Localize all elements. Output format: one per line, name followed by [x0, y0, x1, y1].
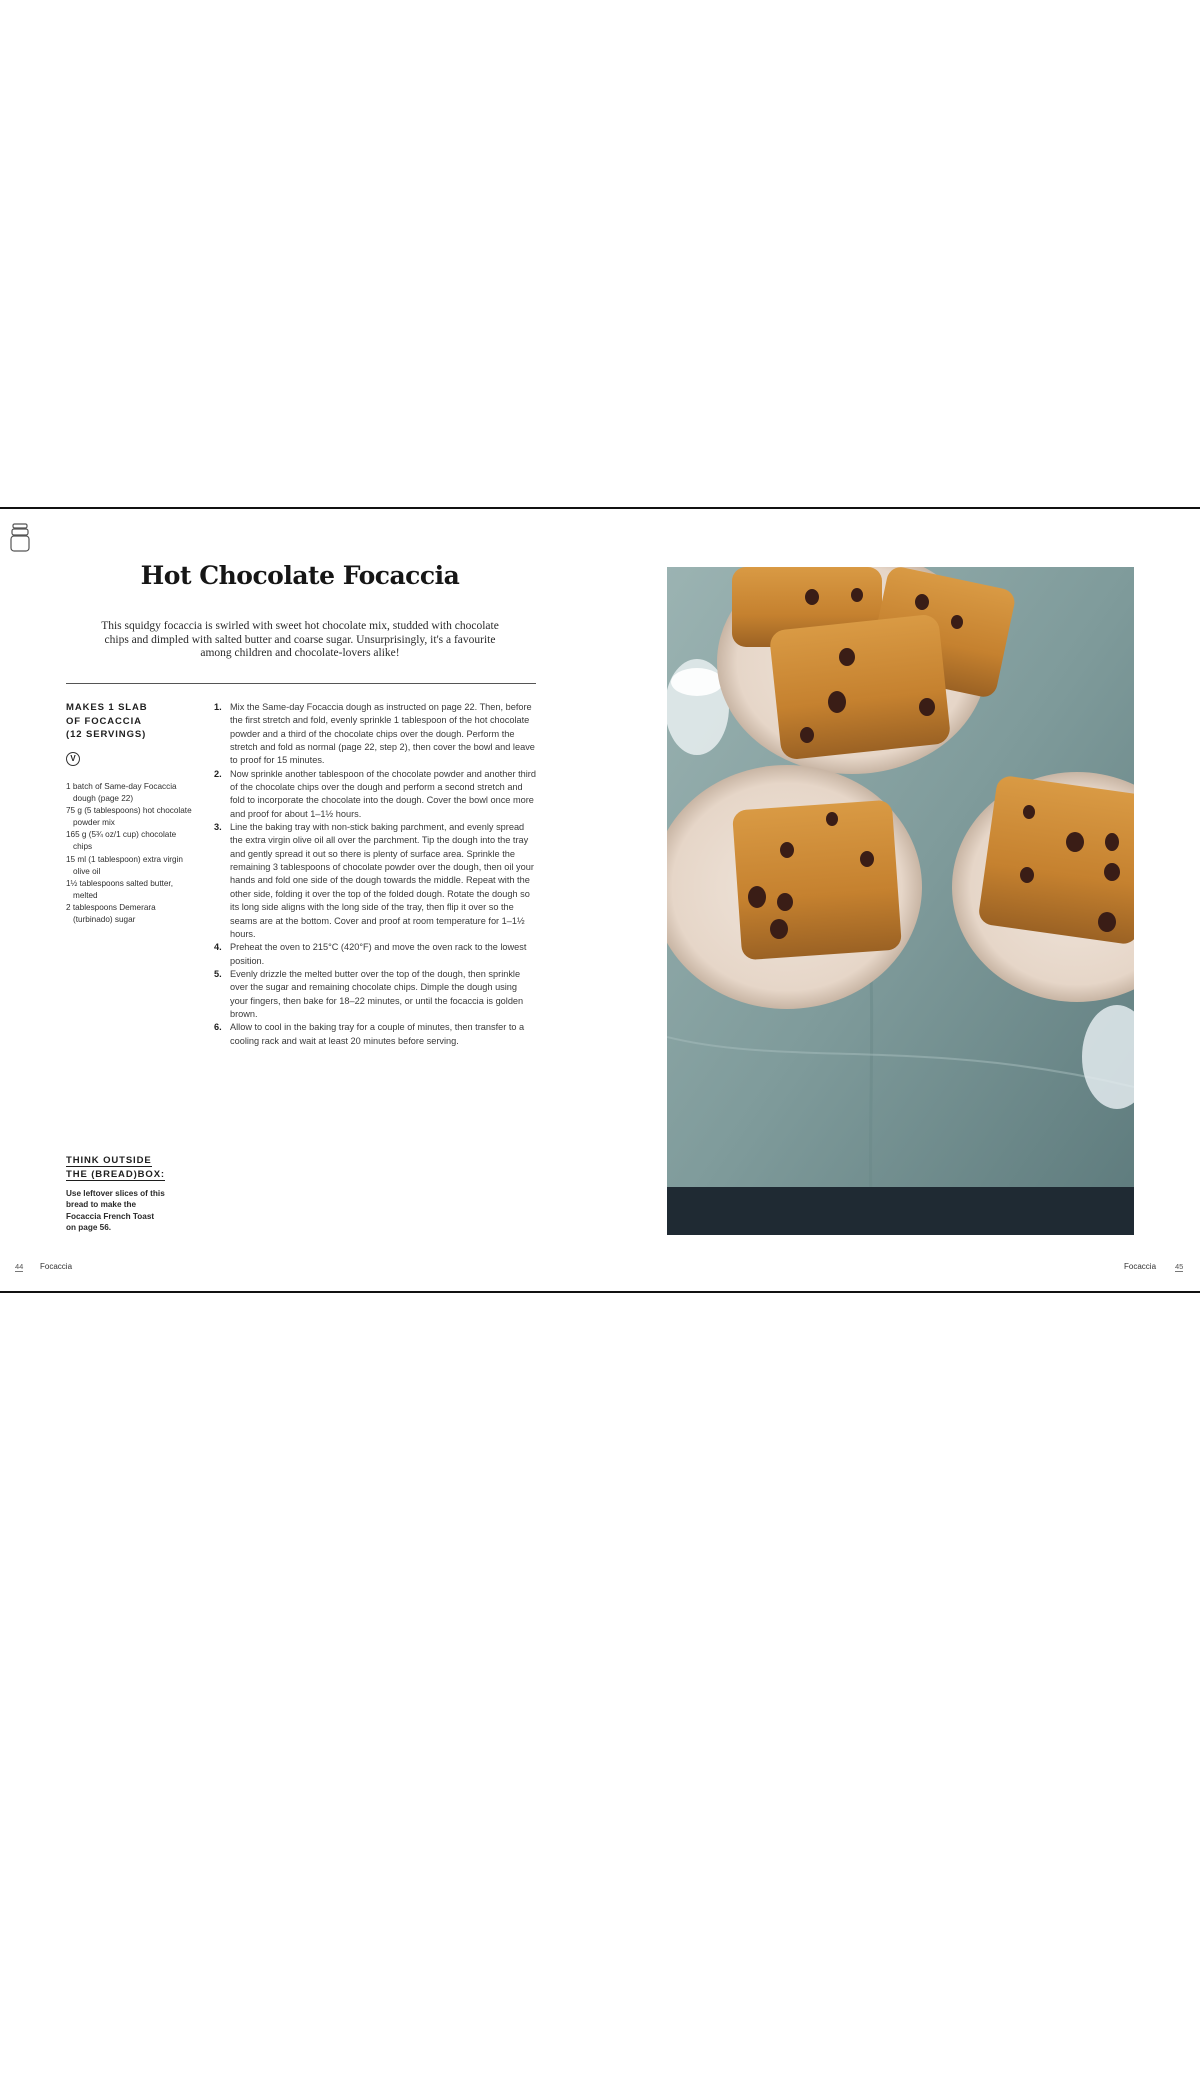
yield-line: OF FOCACCIA	[66, 715, 142, 727]
book-spread	[0, 507, 1200, 1293]
ingredient-item: 165 g (5¾ oz/1 cup) chocolate chips	[66, 830, 177, 852]
step-text: Now sprinkle another tablespoon of the chocolate powder and another third of the chocolate chips over the dough and perform a second stretch and fold to incorporate the chocolate into the dough. Cover the bowl once more and proof for about 1–1½ hours.	[230, 768, 536, 819]
yield-line: (12 SERVINGS)	[66, 729, 147, 740]
method-steps	[212, 701, 537, 1048]
method-step	[212, 768, 537, 821]
right-page-number: 45	[1175, 1262, 1184, 1271]
yield-line: MAKES 1 SLAB	[66, 702, 148, 713]
step-text: Allow to cool in the baking tray for a couple of minutes, then transfer to a cooling rack and wait at least 20 minutes before serving.	[230, 1022, 525, 1046]
step-number: 1.	[214, 702, 222, 712]
method-step	[212, 821, 537, 941]
method-step	[212, 1021, 537, 1048]
step-text: Evenly drizzle the melted butter over the top of the dough, then sprinkle over the sugar and remaining chocolate chips. Dimple the dough using your fingers, then bake for 18–22 minutes, or until the focaccia is golden brown.	[230, 968, 524, 1019]
method-step	[212, 941, 537, 968]
section-divider	[66, 683, 536, 684]
left-page-number: 44	[15, 1262, 24, 1271]
ingredient-item: 1 batch of Same-day Focaccia dough (page 22)	[66, 782, 177, 804]
ingredient-item: 2 tablespoons Demerara (turbinado) sugar	[66, 902, 156, 925]
step-number: 2.	[214, 768, 222, 779]
step-text: Mix the Same-day Focaccia dough as instructed on page 22. Then, before the first stretch and fold, evenly sprinkle 1 tablespoon of the hot chocolate powder and a third of the chocolate chips over the dough. Perform the stretch and fold as normal (page 22, step 2), then cover the bowl and leave to proof for 15 minutes.	[230, 702, 535, 766]
tip-body: Use leftover slices of this bread to make the Focaccia French Toast on page 56.	[66, 1189, 165, 1232]
step-number: 5.	[214, 968, 222, 979]
tip-heading-line: THE (BREAD)BOX:	[66, 1168, 165, 1180]
recipe-intro: This squidgy focaccia is swirled with sweet hot chocolate mix, studded with chocolate chips and dimpled with salted butter and coarse sugar. Unsurprisingly, it's a favourite among children and chocolate-lovers alike!	[101, 620, 499, 659]
recipe-yield	[66, 701, 176, 742]
method-step	[212, 968, 537, 1021]
step-text: Line the baking tray with non-stick baking parchment, and evenly spread the extra virgin olive oil all over the parchment. Tip the dough into the tray and gently spread it out so there is plenty of surface area. Sprinkle the remaining 3 tablespoons of chocolate powder over the dough, then oil your hands and fold one side of the dough towards the middle. Repeat with the other side, folding it over the top of the folded dough. Rotate the dough so its long side aligns with the long side of the tray, then flip it over so the seams are at the bottom. Cover and proof at room temperature for 1–1½ hours.	[230, 822, 534, 939]
vegetarian-badge: V	[66, 752, 80, 766]
left-running-footer: Focaccia	[40, 1262, 73, 1271]
ingredient-item: 1½ tablespoons salted butter, melted	[66, 878, 173, 900]
ingredient-item: 15 ml (1 tablespoon) extra virgin olive oil	[66, 854, 183, 876]
tip-heading-line: THINK OUTSIDE	[66, 1155, 152, 1166]
method-step	[212, 701, 537, 768]
tip-heading	[66, 1154, 176, 1181]
recipe-title: Hot Chocolate Focaccia	[140, 561, 460, 590]
jar-icon	[9, 523, 31, 553]
focaccia-photo	[667, 567, 1134, 1235]
step-text: Preheat the oven to 215°C (420°F) and move the oven rack to the lowest position.	[230, 942, 527, 966]
step-number: 4.	[214, 942, 222, 953]
step-number: 3.	[214, 822, 222, 833]
ingredient-item: 75 g (5 tablespoons) hot chocolate powder mix	[66, 806, 192, 828]
ingredients-list	[66, 781, 194, 926]
step-number: 6.	[214, 1022, 222, 1033]
right-running-footer: Focaccia	[1124, 1262, 1157, 1271]
